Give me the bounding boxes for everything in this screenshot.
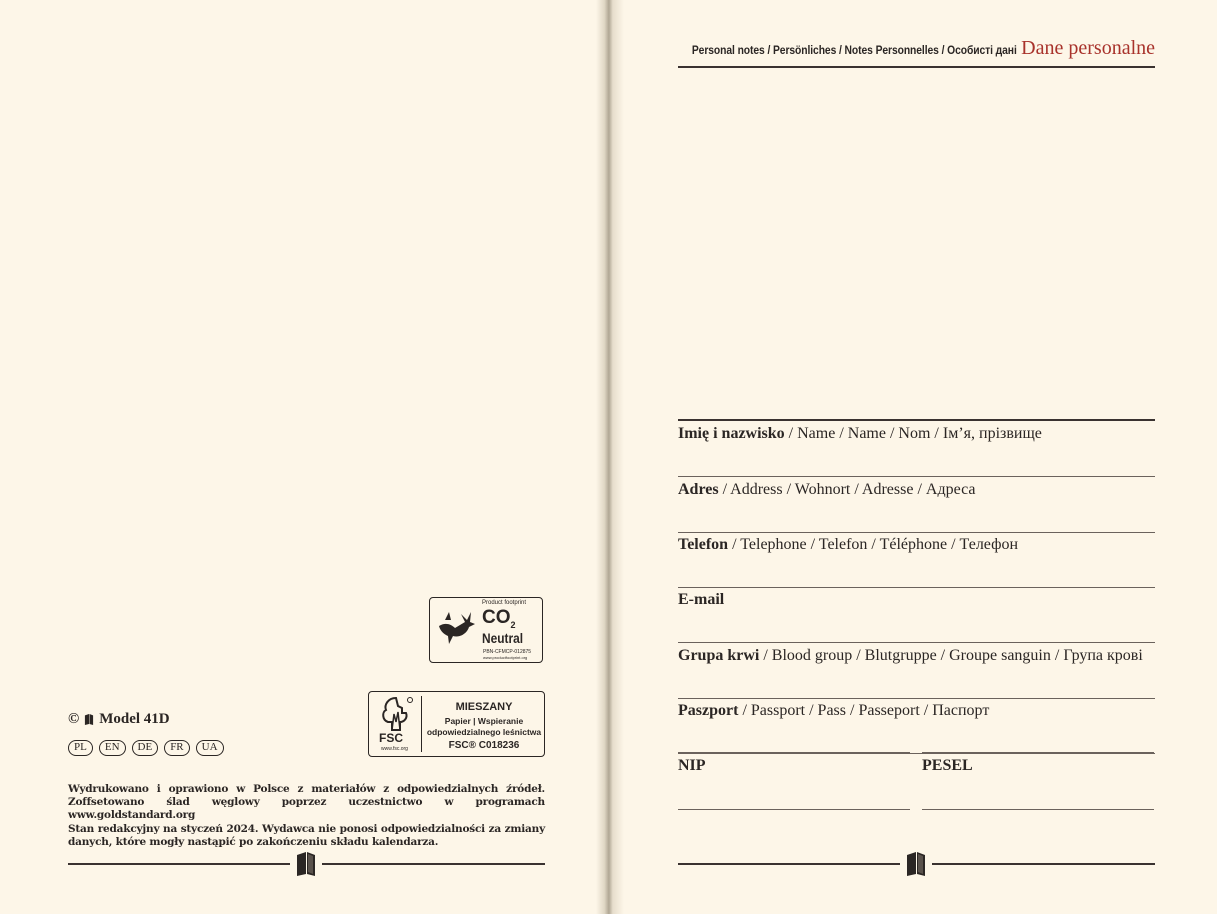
field-blood-group[interactable] <box>678 642 1155 699</box>
field-label: Adres / Address / Wohnort / Adresse / Адреса <box>678 481 976 498</box>
footer-rule-right <box>322 863 545 865</box>
hummingbird-icon <box>435 608 479 648</box>
field-label: Paszport / Passport / Pass / Passeport / Паспорт <box>678 702 990 719</box>
co2-neutral-label: Neutral <box>482 630 523 646</box>
language-badge: UA <box>196 740 224 756</box>
fsc-code: FSC® C018236 <box>448 740 520 751</box>
field-label: E-mail <box>678 591 725 608</box>
language-badge: FR <box>164 740 189 756</box>
fsc-divider <box>421 696 422 752</box>
field-email[interactable] <box>678 586 1155 643</box>
fsc-badge <box>368 691 545 757</box>
field-address[interactable] <box>678 476 1155 533</box>
page-title: Dane personalne <box>1021 37 1155 59</box>
book-gutter <box>596 0 624 914</box>
field-pesel[interactable] <box>922 752 1154 810</box>
co2-label: $CO_2$ <box>482 607 516 630</box>
footer-rule-left <box>68 863 290 865</box>
header-subtitle: Personal notes / Persönliches / Notes Personnelles / Особисті дані <box>692 43 1018 57</box>
co2-neutral-badge <box>429 597 543 663</box>
fsc-logo-text: FSC <box>379 731 403 745</box>
field-passport[interactable] <box>678 697 1155 754</box>
language-badge: EN <box>99 740 126 756</box>
editorial-notice: Stan redakcyjny na styczeń 2024. Wydawca nie ponosi odpowiedzialności za zmiany danych, które mogły nastąpić po zakończeniu składu kalendarza. <box>68 823 545 848</box>
model-label <box>68 711 170 728</box>
co2-product-footprint: Product footprint <box>482 600 527 606</box>
book-logo-icon <box>905 851 927 877</box>
fsc-mixed-label: MIESZANY <box>455 701 513 713</box>
field-label: Imię i nazwisko / Name / Name / Nom / Ім’я, прізвище <box>678 425 1042 442</box>
field-nip[interactable] <box>678 752 910 810</box>
model-name: Model 41D <box>99 711 170 727</box>
co2-code: PBN-CFMCP-012875 <box>483 649 532 655</box>
fsc-description: Papier | Wspieranie odpowiedzialnego leśnictwa <box>426 716 542 737</box>
footer-rule-right <box>932 863 1155 865</box>
book-logo-icon <box>295 851 317 877</box>
field-label: NIP <box>678 757 706 774</box>
book-logo-icon <box>84 713 94 726</box>
field-label: Grupa krwi / Blood group / Blutgruppe / Groupe sanguin / Група крові <box>678 647 1143 664</box>
page-header <box>678 37 1155 68</box>
language-badge: DE <box>132 740 159 756</box>
left-page <box>0 0 606 914</box>
fsc-url: www.fsc.org <box>381 746 408 752</box>
fsc-tree-icon <box>376 696 416 732</box>
language-badge: PL <box>68 740 93 756</box>
copyright-symbol: © <box>68 711 80 727</box>
field-telephone[interactable] <box>678 531 1155 588</box>
field-label: PESEL <box>922 757 973 774</box>
co2-url: www.productfootprint.org <box>483 655 528 660</box>
language-badges <box>68 740 224 756</box>
field-name[interactable] <box>678 420 1155 477</box>
footer-rule-left <box>678 863 900 865</box>
printing-notice: Wydrukowano i oprawiono w Polsce z materiałów z odpowiedzialnych źródeł. Zoffsetowano ślad węglowy poprzez uczestnictwo w programach www.goldstandard.org <box>68 783 545 821</box>
field-label: Telefon / Telephone / Telefon / Téléphone / Телефон <box>678 536 1019 553</box>
